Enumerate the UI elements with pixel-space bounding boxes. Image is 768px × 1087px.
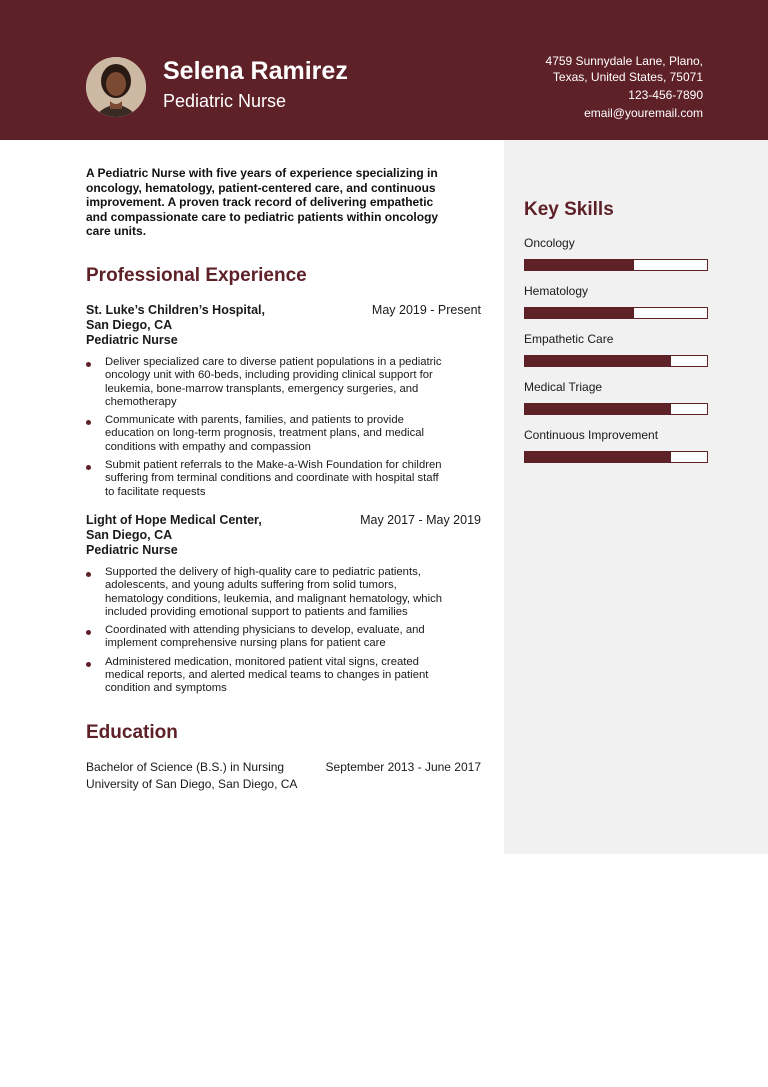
- job-bullets: [86, 356, 481, 499]
- bullet-text: Supported the delivery of high-quality care to pediatric patients, adolescents, and young adults suffering from solid tumors, hematology conditions, leukemia, and malignant hematology, which included providing emotional support to patients and families: [105, 566, 443, 618]
- job-dates: May 2019 - Present: [371, 303, 481, 317]
- skill-name: Empathetic Care: [524, 332, 614, 346]
- skill-item: [524, 428, 708, 463]
- profile-photo: [86, 57, 146, 117]
- bullet-text: Submit patient referrals to the Make-a-Wish Foundation for children suffering from terminal conditions and coordinate with hospital staff to facilitate requests: [105, 459, 442, 498]
- address-line-2: Texas, United States, 75071: [552, 70, 703, 84]
- skill-item: [524, 380, 708, 415]
- skills-heading: Key Skills: [524, 199, 614, 220]
- skill-level-bar: [524, 355, 708, 367]
- skill-item: [524, 236, 708, 271]
- skill-level-bar: [524, 259, 708, 271]
- phone-number: 123-456-7890: [628, 88, 703, 102]
- job-bullet: [86, 459, 481, 499]
- skill-level-bar: [524, 403, 708, 415]
- skill-level-fill: [525, 452, 671, 462]
- degree-name: Bachelor of Science (B.S.) in Nursing: [86, 760, 285, 774]
- job-organization: Light of Hope Medical Center, San Diego, CA: [86, 513, 262, 542]
- skill-level-fill: [525, 308, 634, 318]
- skill-level-fill: [525, 356, 671, 366]
- education-heading: Education: [86, 722, 178, 743]
- experience-heading: Professional Experience: [86, 265, 307, 286]
- skill-name: Medical Triage: [524, 380, 603, 394]
- skills-sidebar: [504, 140, 768, 854]
- job-bullet: [86, 566, 481, 619]
- job-entry: [86, 513, 481, 701]
- bullet-dot-icon: [86, 662, 91, 667]
- resume-header: [0, 0, 768, 140]
- candidate-title: Pediatric Nurse: [163, 91, 287, 111]
- job-organization: St. Luke’s Children’s Hospital, San Diego, CA: [86, 303, 265, 332]
- skill-name: Continuous Improvement: [524, 428, 659, 442]
- job-bullet: [86, 624, 481, 651]
- job-role: Pediatric Nurse: [86, 333, 178, 347]
- skill-item: [524, 332, 708, 367]
- bullet-text: Administered medication, monitored patient vital signs, created medical reports, and alerted medical teams to changes in patient condition and symptoms: [105, 655, 429, 695]
- email-address: email@youremail.com: [584, 106, 703, 120]
- bullet-dot-icon: [86, 465, 91, 470]
- education-entry: [86, 759, 481, 793]
- candidate-name: Selena Ramirez: [163, 57, 348, 85]
- skill-name: Hematology: [524, 284, 589, 298]
- bullet-dot-icon: [86, 362, 91, 367]
- bullet-dot-icon: [86, 630, 91, 635]
- education-dates: September 2013 - June 2017: [325, 760, 481, 774]
- address-line-1: 4759 Sunnydale Lane, Plano,: [545, 54, 703, 68]
- person-photo-icon: [86, 57, 146, 117]
- bullet-dot-icon: [86, 420, 91, 425]
- summary-text: A Pediatric Nurse with five years of experience specializing in oncology, hematology, patient-centered care, and continuous improvement. A proven track record of delivering empathetic and compassionate care to pediatric patients within oncology care units.: [86, 166, 439, 239]
- education-section: [86, 722, 178, 744]
- skill-item: [524, 284, 708, 319]
- job-bullet: [86, 356, 481, 409]
- skill-level-bar: [524, 451, 708, 463]
- skill-level-bar: [524, 307, 708, 319]
- experience-section: [86, 265, 307, 287]
- job-bullet: [86, 414, 481, 454]
- skill-name: Oncology: [524, 236, 575, 250]
- school-name: University of San Diego, San Diego, CA: [86, 777, 298, 791]
- bullet-text: Deliver specialized care to diverse patient populations in a pediatric oncology unit with 60-beds, including providing clinical support for leukemia, bone-marrow transplants, emergency surgeries, and chemotherapy: [105, 356, 442, 408]
- job-dates: May 2017 - May 2019: [360, 513, 481, 527]
- bullet-text: Coordinated with attending physicians to develop, evaluate, and implement comprehensive nursing plans for patient care: [105, 624, 425, 650]
- job-entry: [86, 303, 481, 504]
- bullet-dot-icon: [86, 572, 91, 577]
- bullet-text: Communicate with parents, families, and patients to provide education on long-term prognosis, treatment plans, and medical conditions with empathy and compassion: [105, 414, 425, 453]
- contact-block: [443, 53, 703, 121]
- job-bullet: [86, 656, 481, 696]
- skill-level-fill: [525, 404, 671, 414]
- job-bullets: [86, 566, 481, 696]
- skill-level-fill: [525, 260, 634, 270]
- job-role: Pediatric Nurse: [86, 543, 178, 557]
- summary-section: [86, 166, 481, 239]
